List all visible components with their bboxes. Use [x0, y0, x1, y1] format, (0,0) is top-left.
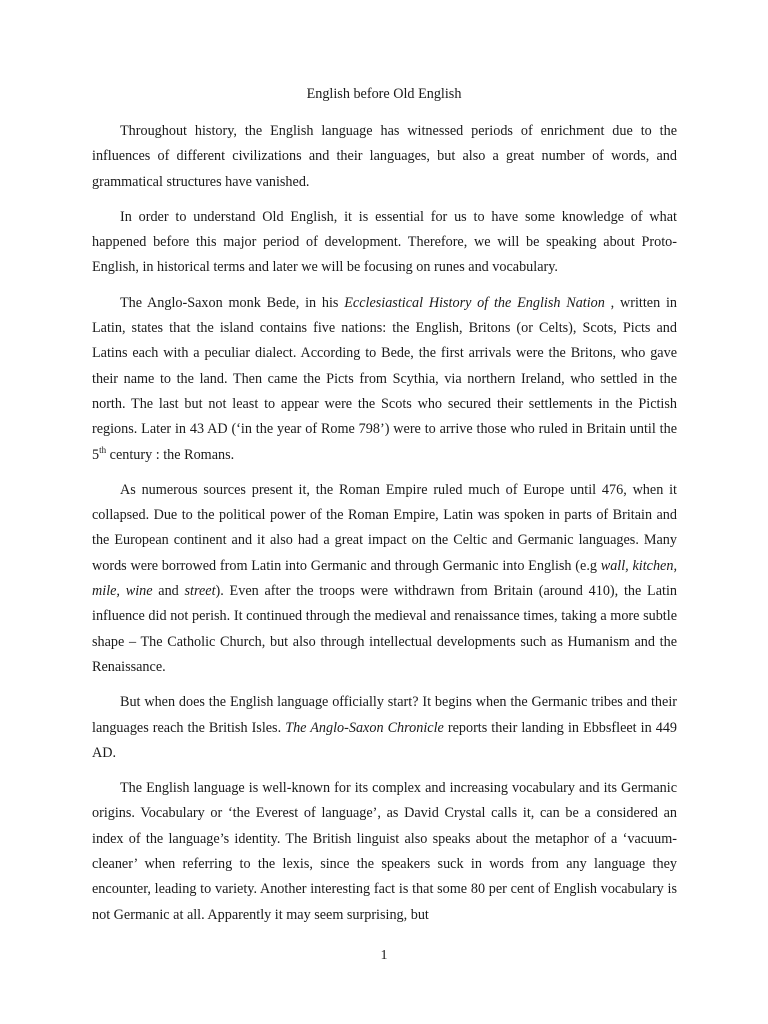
document-title: English before Old English	[306, 86, 462, 102]
page-number: 1	[380, 948, 388, 963]
chronicle-title: The Anglo-Saxon Chronicle	[285, 719, 444, 736]
latin-loanword-street: street	[184, 583, 216, 600]
tribes-text-2: reports their landing in Ebbsfleet in 449 AD.	[92, 719, 678, 761]
tribes-text-1: But when does the English language officially start? It begins when the Germanic tribes and their languages reach the British Isles.	[92, 694, 677, 736]
document-body	[92, 119, 677, 938]
paragraph-enrichment: Throughout history, the English language has witnessed periods of enrichment due to the influences of different civilizations and their languages, but also a great number of words, and grammatical structures have vanished.	[92, 123, 677, 190]
roman-and: and	[152, 583, 185, 600]
paragraph-old-english: In order to understand Old English, it is essential for us to have some knowledge of what happened before this major period of development. Therefore, we will be speaking about Proto-English, in historical terms and later we will be focusing on runes and vocabulary.	[92, 208, 677, 276]
paragraph-bede	[92, 291, 677, 468]
bede-text-1: The Anglo-Saxon monk Bede, in his	[120, 294, 345, 311]
roman-text-2: ). Even after the troops were withdrawn from Britain (around 410), the Latin influence did not perish. It continued through the medieval and renaissance times, taking a more subtle shape – The Catholic Church, but also through intellectual developments such as Humanism and the Renaissance.	[92, 583, 677, 675]
paragraph-germanic-tribes	[92, 690, 677, 766]
roman-text-1: As numerous sources present it, the Roman Empire ruled much of Europe until 476, when it collapsed. Due to the political power of the Roman Empire, Latin was spoken in parts of Britain and the European continent and it also had a great impact on the Celtic and Germanic languages. Many words were borrowed from Latin into Germanic and through Germanic into English (e.g	[92, 481, 677, 574]
latin-loanwords: wall, kitchen, mile, wine	[92, 557, 677, 600]
century-superscript: th	[99, 444, 107, 455]
paragraph-roman-empire	[92, 478, 677, 680]
bede-text-2: , written in Latin, states that the island contains five nations: the English, Britons (or Celts), Scots, Picts and Latins each with a peculiar dialect. According to Bede, the first arrivals were the Britons, who gave their name to the land. Then came the Picts from Scythia, via northern Ireland, who settled in the north. The last but not least to appear were the Scots who secured their settlements in the Pictish regions. Later in 43 AD (‘in the year of Rome 798’) were to arrive those who ruled in Britain until the 5	[92, 294, 677, 463]
bede-text-3: century : the Romans.	[106, 446, 235, 463]
paragraph-vocabulary: The English language is well-known for its complex and increasing vocabulary and its Germanic origins. Vocabulary or ‘the Everest of language’, as David Crystal calls it, can be a considered an index of the language’s identity. The British linguist also speaks about the metaphor of a ‘vacuum-cleaner’ when referring to the lexis, since the speakers suck in words from any language they encounter, leading to variety. Another interesting fact is that some 80 per cent of English vocabulary is not Germanic at all. Apparently it may seem surprising, but	[92, 780, 677, 923]
bede-book-title: Ecclesiastical History of the English Nation	[344, 294, 605, 311]
